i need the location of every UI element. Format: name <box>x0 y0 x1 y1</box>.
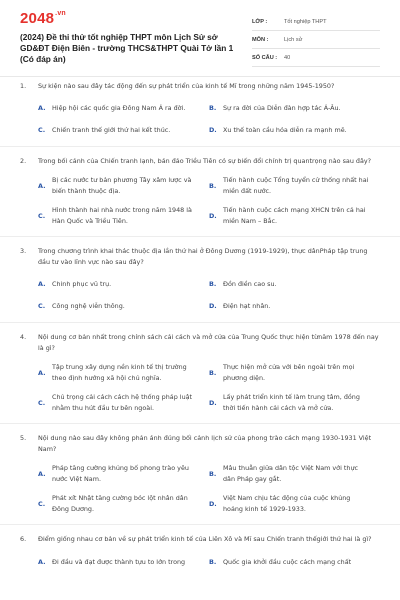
meta-key: SỐ CÂU : <box>252 54 278 61</box>
meta-value: Tốt nghiệp THPT <box>284 18 327 25</box>
question-number: 5. <box>20 434 27 442</box>
exam-title: (2024) Đề thi thử tốt nghiệp THPT môn Lịch Sử sở GD&ĐT Điện Biên - trường THCS&THPT Quài Tở lần 1 (Có đáp án) <box>20 32 234 64</box>
option-b[interactable] <box>209 171 380 201</box>
option-text: Hình thành hai nhà nước trong năm 1948 là Hàn Quốc và Triều Tiên. <box>52 206 192 225</box>
question-text: Nội dung nào sau đây không phản ánh đúng bối cảnh lịch sử của phong trào cách mạng 1930-1931 Việt Nam? <box>38 434 372 453</box>
site-logo[interactable] <box>20 10 66 27</box>
option-b[interactable] <box>209 97 380 119</box>
option-letter: A. <box>38 104 46 112</box>
option-letter: A. <box>38 558 46 566</box>
option-text: Đồn điền cao su. <box>223 279 277 288</box>
option-a[interactable] <box>38 551 209 573</box>
option-letter: A. <box>38 470 46 478</box>
option-letter: C. <box>38 126 46 134</box>
logo-suffix: .vn <box>55 10 66 17</box>
option-letter: D. <box>209 212 217 220</box>
question-text: Điểm giống nhau cơ bản về sự phát triển kinh tế của Liên Xô và Mĩ sau Chiến tranh thếgiới thứ hai là gì? <box>38 535 372 543</box>
question-number: 3. <box>20 247 27 255</box>
option-text: Tiến hành cuộc cách mạng XHCN trên cả hai miền Nam – Bắc. <box>223 206 366 225</box>
option-a[interactable] <box>38 358 209 388</box>
meta-row-count <box>252 49 380 67</box>
option-text: Phát xít Nhật tăng cường bóc lột nhân dân Đông Dương. <box>52 494 188 513</box>
option-a[interactable] <box>38 459 209 489</box>
option-text: Đi đầu và đạt được thành tựu to lớn trong <box>52 557 186 566</box>
meta-key: LỚP : <box>252 18 268 25</box>
option-text: Xu thế toàn cầu hóa diễn ra mạnh mẽ. <box>223 125 347 134</box>
question-list <box>0 80 400 573</box>
option-c[interactable] <box>38 489 209 519</box>
option-a[interactable] <box>38 273 209 295</box>
header-divider <box>0 76 400 77</box>
option-d[interactable] <box>209 388 380 418</box>
exam-meta <box>252 13 380 67</box>
option-d[interactable] <box>209 295 380 317</box>
question-number: 6. <box>20 535 27 543</box>
option-letter: C. <box>38 212 46 220</box>
option-text: Việt Nam chịu tác động của cuộc khủng hoảng kinh tế 1929-1933. <box>223 494 351 513</box>
option-c[interactable] <box>38 119 209 141</box>
question-text: Nội dung cơ bản nhất trong chính sách cải cách và mở cửa của Trung Quốc thực hiện từnăm 1978 đến nay là gì? <box>38 333 379 352</box>
option-text: Mâu thuẫn giữa dân tộc Việt Nam với thực dân Pháp gay gắt. <box>223 464 359 483</box>
option-letter: B. <box>209 280 217 288</box>
option-text: Tiến hành cuộc Tổng tuyển cử thống nhất hai miền đất nước. <box>223 176 369 195</box>
question-number: 2. <box>20 157 27 165</box>
option-d[interactable] <box>209 201 380 231</box>
option-text: Lấy phát triển kinh tế làm trung tâm, đồng thời tiến hành cải cách và mở cửa. <box>223 393 360 412</box>
option-text: Chinh phục vũ trụ. <box>52 279 112 288</box>
meta-value: 40 <box>284 54 291 61</box>
option-c[interactable] <box>38 388 209 418</box>
option-text: Thực hiện mở cửa với bên ngoài trên mọi phương diện. <box>223 363 355 382</box>
option-letter: A. <box>38 280 46 288</box>
option-text: Quốc gia khởi đầu cuộc cách mạng chất <box>223 557 352 566</box>
option-letter: D. <box>209 302 217 310</box>
logo-main: 2048 <box>20 10 55 27</box>
option-letter: A. <box>38 369 46 377</box>
question-text: Sự kiện nào sau đây tác động đến sự phát triển của kinh tế Mĩ trong những năm 1945-1950? <box>38 82 335 90</box>
option-c[interactable] <box>38 295 209 317</box>
option-b[interactable] <box>209 273 380 295</box>
meta-value: Lịch sử <box>284 36 303 43</box>
question-number: 4. <box>20 333 27 341</box>
option-letter: D. <box>209 500 217 508</box>
question-2 <box>0 147 400 231</box>
option-b[interactable] <box>209 459 380 489</box>
option-a[interactable] <box>38 171 209 201</box>
option-b[interactable] <box>209 358 380 388</box>
option-a[interactable] <box>38 97 209 119</box>
option-d[interactable] <box>209 489 380 519</box>
question-text: Trong chương trình khai thác thuộc địa lần thứ hai ở Đông Dương (1919-1929), thực dânPháp tập trung đầu tư vào lĩnh vực nào sau đây? <box>38 247 368 266</box>
question-3 <box>0 237 400 317</box>
meta-row-class <box>252 13 380 31</box>
option-text: Công nghệ viễn thông. <box>52 301 125 310</box>
option-letter: C. <box>38 399 46 407</box>
option-letter: A. <box>38 182 46 190</box>
question-text: Trong bối cảnh của Chiến tranh lạnh, bán đảo Triều Tiên có sự biến đổi chính trị quantrọng nào sau đây? <box>38 157 372 165</box>
option-b[interactable] <box>209 551 380 573</box>
option-text: Bị các nước tư bản phương Tây xâm lược và biến thành thuộc địa. <box>52 176 192 195</box>
option-text: Hiệp hội các quốc gia Đông Nam Á ra đời. <box>52 103 186 112</box>
option-letter: D. <box>209 399 217 407</box>
question-number: 1. <box>20 82 27 90</box>
question-6 <box>0 525 400 573</box>
question-5 <box>0 424 400 519</box>
header <box>0 0 400 70</box>
option-text: Pháp tăng cường khủng bố phong trào yêu nước Việt Nam. <box>52 464 189 483</box>
option-letter: D. <box>209 126 217 134</box>
option-d[interactable] <box>209 119 380 141</box>
option-text: Chiến tranh thế giới thứ hai kết thúc. <box>52 125 171 134</box>
option-c[interactable] <box>38 201 209 231</box>
option-letter: B. <box>209 182 217 190</box>
option-text: Điện hạt nhân. <box>223 301 271 310</box>
option-letter: B. <box>209 558 217 566</box>
meta-key: MÔN : <box>252 36 269 43</box>
question-4 <box>0 323 400 418</box>
option-letter: C. <box>38 302 46 310</box>
option-text: Chủ trọng cải cách cách hệ thống pháp luật nhằm thu hút đầu tư bên ngoài. <box>52 393 193 412</box>
meta-row-subject <box>252 31 380 49</box>
option-text: Sự ra đời của Diễn đàn hợp tác Á-Âu. <box>223 103 341 112</box>
option-letter: B. <box>209 470 217 478</box>
option-text: Tập trung xây dựng nền kinh tế thị trường theo định hướng xã hội chủ nghĩa. <box>52 363 187 382</box>
option-letter: B. <box>209 104 217 112</box>
option-letter: C. <box>38 500 46 508</box>
option-letter: B. <box>209 369 217 377</box>
question-1 <box>0 80 400 141</box>
